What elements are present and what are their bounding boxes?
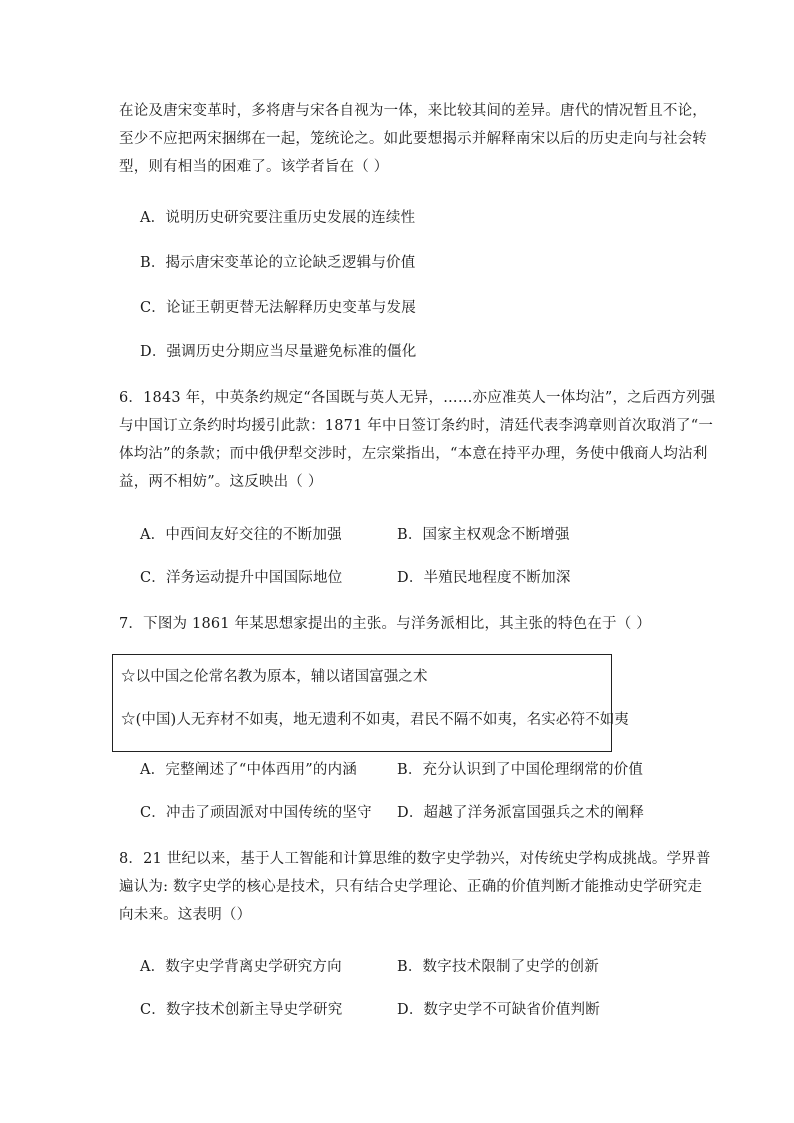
question-6-line-4: 益，两不相妨”。这反映出（ ）	[119, 474, 323, 490]
question-7-stem: 7．下图为 1861 年某思想家提出的主张。与洋务派相比，其主张的特色在于（ ）	[119, 616, 651, 632]
question-6-line-1: 6．1843 年，中英条约规定“各国既与英人无异，……亦应准英人一体均沾”，之后西方列强	[119, 390, 716, 406]
question-6-stem	[119, 384, 716, 496]
question-7-quote-box	[112, 654, 629, 752]
question-6-option-c: C．洋务运动提升中国国际地位	[140, 570, 343, 586]
question-6-option-d: D．半殖民地程度不断加深	[397, 570, 571, 586]
question-8-option-d: D．数字史学不可缺省价值判断	[397, 1002, 600, 1018]
question-8-line-2: 遍认为: 数字史学的核心是技术，只有结合史学理论、正确的价值判断才能推动史学研究走	[119, 879, 703, 895]
question-6-option-b: B．国家主权观念不断增强	[397, 527, 570, 543]
question-5-stem	[119, 97, 707, 181]
question-5-option-b: B．揭示唐宋变革论的立论缺乏逻辑与价值	[140, 255, 416, 271]
question-6-line-3: 体均沾”的条款；而中俄伊犁交涉时，左宗棠指出，“本意在持平办理，务使中俄商人均沾利	[119, 446, 708, 462]
question-5-line-1: 在论及唐宋变革时，多将唐与宋各自视为一体，来比较其间的差异。唐代的情况暂且不论，	[119, 103, 707, 119]
question-5-option-c: C．论证王朝更替无法解释历史变革与发展	[140, 300, 416, 316]
question-8-stem	[119, 845, 711, 929]
question-8-line-1: 8．21 世纪以来，基于人工智能和计算思维的数字史学勃兴，对传统史学构成挑战。学界普	[119, 851, 711, 867]
question-8-option-a: A．数字史学背离史学研究方向	[140, 959, 342, 975]
question-8-line-3: 向未来。这表明（）	[119, 907, 252, 923]
question-6-option-a: A．中西间友好交往的不断加强	[140, 527, 342, 543]
question-7-quote-line-2: ☆(中国)人无弃材不如夷，地无遗利不如夷，君民不隔不如夷，名实必符不如夷	[121, 712, 629, 728]
question-7-option-d: D．超越了洋务派富国强兵之术的阐释	[397, 805, 645, 821]
question-8-option-c: C．数字技术创新主导史学研究	[140, 1002, 343, 1018]
question-5-option-d: D．强调历史分期应当尽量避免标准的僵化	[140, 344, 417, 360]
question-7-quote-line-1: ☆以中国之伦常名教为原本，辅以诸国富强之术	[121, 669, 428, 685]
question-5-line-3: 型，则有相当的困难了。该学者旨在（ ）	[119, 159, 389, 175]
question-6-line-2: 与中国订立条约时均援引此款：1871 年中日签订条约时，清廷代表李鸿章则首次取消了“一	[119, 418, 714, 434]
question-7-option-b: B．充分认识到了中国伦理纲常的价值	[397, 762, 644, 778]
question-5-option-a: A．说明历史研究要注重历史发展的连续性	[140, 210, 416, 226]
question-5-line-2: 至少不应把两宋捆绑在一起，笼统论之。如此要想揭示并解释南宋以后的历史走向与社会转	[119, 131, 707, 147]
question-7-option-a: A．完整阐述了“中体西用”的内涵	[140, 762, 357, 778]
question-8-option-b: B．数字技术限制了史学的创新	[397, 959, 599, 975]
question-7-option-c: C．冲击了顽固派对中国传统的坚守	[140, 805, 372, 821]
